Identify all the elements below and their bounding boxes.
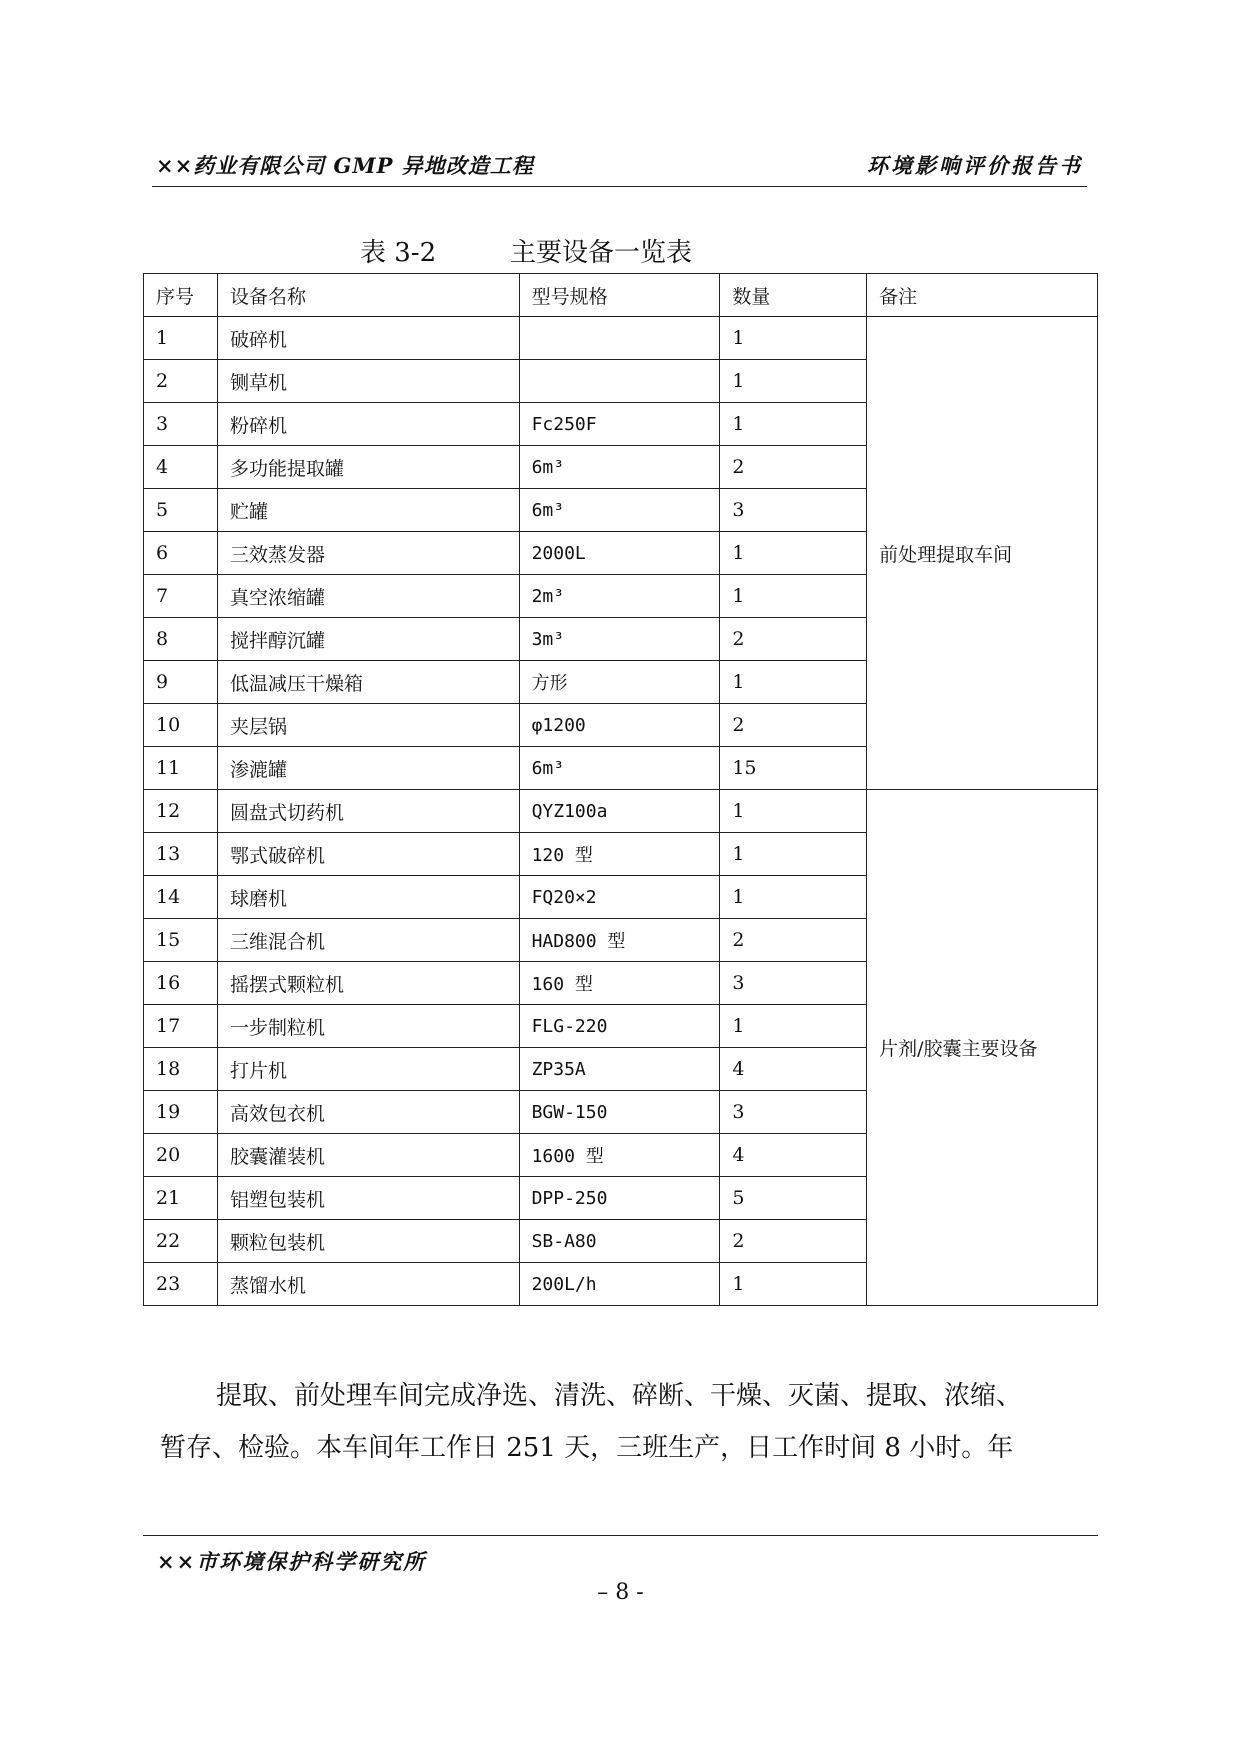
remark-cell: 前处理提取车间	[867, 317, 1098, 790]
model-spec: 200L/h	[519, 1263, 720, 1306]
row-number: 12	[144, 790, 218, 833]
model-spec: ZP35A	[519, 1048, 720, 1091]
column-header: 备注	[867, 274, 1098, 317]
equipment-name: 高效包衣机	[217, 1091, 519, 1134]
model-spec: 6m³	[519, 489, 720, 532]
row-number: 2	[144, 360, 218, 403]
table-header-row	[144, 274, 1098, 317]
quantity: 3	[720, 489, 867, 532]
model-spec: 2000L	[519, 532, 720, 575]
model-spec: 3m³	[519, 618, 720, 661]
quantity: 1	[720, 532, 867, 575]
footer-institute: ××市环境保护科学研究所	[157, 1549, 427, 1574]
equipment-table	[143, 273, 1098, 1306]
model-spec: FQ20×2	[519, 876, 720, 919]
row-number: 21	[144, 1177, 218, 1220]
equipment-name: 真空浓缩罐	[217, 575, 519, 618]
row-number: 11	[144, 747, 218, 790]
quantity: 2	[720, 919, 867, 962]
quantity: 15	[720, 747, 867, 790]
equipment-name: 低温减压干燥箱	[217, 661, 519, 704]
model-spec: SB-A80	[519, 1220, 720, 1263]
remark-cell: 片剂/胶囊主要设备	[867, 790, 1098, 1306]
paragraph-line: 暂存、检验。本车间年工作日 251 天，三班生产，日工作时间 8 小时。年	[160, 1433, 1014, 1463]
quantity: 3	[720, 1091, 867, 1134]
paragraph-line: 提取、前处理车间完成净选、清洗、碎断、干燥、灭菌、提取、浓缩、	[216, 1381, 1023, 1411]
header-project-title: ××药业有限公司 GMP 异地改造工程	[156, 153, 534, 178]
row-number: 13	[144, 833, 218, 876]
quantity: 1	[720, 403, 867, 446]
quantity: 2	[720, 446, 867, 489]
equipment-name: 颗粒包装机	[217, 1220, 519, 1263]
quantity: 2	[720, 618, 867, 661]
row-number: 14	[144, 876, 218, 919]
model-spec: 2m³	[519, 575, 720, 618]
equipment-name: 夹层锅	[217, 704, 519, 747]
row-number: 4	[144, 446, 218, 489]
row-number: 7	[144, 575, 218, 618]
equipment-name: 渗漉罐	[217, 747, 519, 790]
row-number: 1	[144, 317, 218, 360]
table-row	[144, 790, 1098, 833]
equipment-name: 圆盘式切药机	[217, 790, 519, 833]
row-number: 16	[144, 962, 218, 1005]
row-number: 3	[144, 403, 218, 446]
quantity: 1	[720, 1005, 867, 1048]
quantity: 1	[720, 575, 867, 618]
equipment-name: 球磨机	[217, 876, 519, 919]
model-spec: 160 型	[519, 962, 720, 1005]
row-number: 23	[144, 1263, 218, 1306]
equipment-name: 铡草机	[217, 360, 519, 403]
model-spec: HAD800 型	[519, 919, 720, 962]
equipment-name: 粉碎机	[217, 403, 519, 446]
column-header: 设备名称	[217, 274, 519, 317]
table-number: 表 3-2	[360, 238, 437, 268]
running-header	[152, 150, 1087, 187]
model-spec: DPP-250	[519, 1177, 720, 1220]
equipment-name: 摇摆式颗粒机	[217, 962, 519, 1005]
table-name: 主要设备一览表	[510, 238, 693, 268]
quantity: 1	[720, 876, 867, 919]
running-footer	[143, 1535, 1098, 1574]
row-number: 8	[144, 618, 218, 661]
equipment-name: 贮罐	[217, 489, 519, 532]
equipment-name: 打片机	[217, 1048, 519, 1091]
quantity: 1	[720, 317, 867, 360]
body-paragraph	[160, 1370, 1090, 1474]
column-header: 型号规格	[519, 274, 720, 317]
equipment-name: 多功能提取罐	[217, 446, 519, 489]
quantity: 2	[720, 704, 867, 747]
model-spec: FLG-220	[519, 1005, 720, 1048]
row-number: 10	[144, 704, 218, 747]
model-spec: 120 型	[519, 833, 720, 876]
quantity: 3	[720, 962, 867, 1005]
model-spec: 方形	[519, 661, 720, 704]
quantity: 1	[720, 1263, 867, 1306]
row-number: 6	[144, 532, 218, 575]
row-number: 5	[144, 489, 218, 532]
equipment-name: 三效蒸发器	[217, 532, 519, 575]
row-number: 9	[144, 661, 218, 704]
equipment-name: 胶囊灌装机	[217, 1134, 519, 1177]
row-number: 22	[144, 1220, 218, 1263]
equipment-name: 铝塑包装机	[217, 1177, 519, 1220]
row-number: 19	[144, 1091, 218, 1134]
equipment-name: 破碎机	[217, 317, 519, 360]
equipment-name: 三维混合机	[217, 919, 519, 962]
model-spec	[519, 360, 720, 403]
model-spec	[519, 317, 720, 360]
column-header: 序号	[144, 274, 218, 317]
table-row	[144, 317, 1098, 360]
model-spec: BGW-150	[519, 1091, 720, 1134]
row-number: 17	[144, 1005, 218, 1048]
row-number: 18	[144, 1048, 218, 1091]
column-header: 数量	[720, 274, 867, 317]
row-number: 20	[144, 1134, 218, 1177]
quantity: 1	[720, 661, 867, 704]
quantity: 5	[720, 1177, 867, 1220]
model-spec: 1600 型	[519, 1134, 720, 1177]
quantity: 2	[720, 1220, 867, 1263]
model-spec: 6m³	[519, 446, 720, 489]
header-report-type: 环境影响评价报告书	[867, 153, 1083, 178]
quantity: 4	[720, 1048, 867, 1091]
quantity: 1	[720, 360, 867, 403]
table-caption	[360, 232, 692, 269]
row-number: 15	[144, 919, 218, 962]
model-spec: 6m³	[519, 747, 720, 790]
model-spec: QYZ100a	[519, 790, 720, 833]
equipment-name: 一步制粒机	[217, 1005, 519, 1048]
quantity: 1	[720, 790, 867, 833]
page-number: – 8 -	[597, 1580, 644, 1605]
quantity: 1	[720, 833, 867, 876]
model-spec: Fc250F	[519, 403, 720, 446]
quantity: 4	[720, 1134, 867, 1177]
model-spec: φ1200	[519, 704, 720, 747]
equipment-name: 鄂式破碎机	[217, 833, 519, 876]
equipment-name: 蒸馏水机	[217, 1263, 519, 1306]
equipment-name: 搅拌醇沉罐	[217, 618, 519, 661]
